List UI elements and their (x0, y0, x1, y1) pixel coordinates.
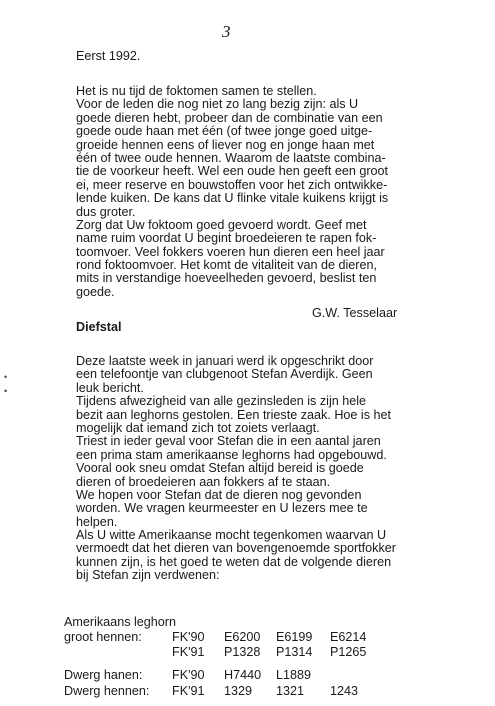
text-line: tie de voorkeur heeft. Wel een oude hen geeft een groot (76, 164, 389, 179)
intro-line: Eerst 1992. (76, 49, 141, 63)
ring-code: P1328 (224, 645, 261, 659)
ring-code: 1321 (276, 684, 305, 698)
text-line: Deze laatste week in januari werd ik opgeschrikt door (76, 354, 374, 368)
ring-code: H7440 (224, 668, 262, 682)
text-line: bezit aan leghorns gestolen. Een trieste zaak. Hoe is het (76, 407, 392, 422)
text-line: goede dieren hebt, probeer dan de combinatie van een (76, 110, 383, 125)
text-line: Zorg dat Uw foktoom goed gevoerd wordt. Geef met (76, 217, 367, 232)
text-line: worden. We vragen keurmeester en U lezers mee te (76, 501, 368, 516)
author-signature: G.W. Tesselaar (312, 306, 398, 320)
ring-code: E6214 (330, 630, 367, 644)
section-foktomen (76, 85, 476, 299)
row-year: FK'91 (172, 684, 205, 698)
text-line: een prima stam amerikaanse leghorns had opgebouwd. (76, 447, 387, 462)
text-line: bij Stefan zijn verdwenen: (76, 568, 220, 583)
row-label: Dwerg hennen: (64, 684, 150, 698)
text-line: Tijdens afwezigheid van alle gezinsleden is zijn hele (76, 394, 367, 409)
ring-code: P1265 (330, 645, 367, 659)
ring-code: L1889 (276, 668, 312, 682)
section-diefstal (76, 355, 476, 583)
text-line: leuk bericht. (76, 380, 144, 395)
row-year: FK'90 (172, 668, 205, 682)
text-line: één of twee oude hennen. Waarom de laatste combina- (76, 150, 386, 165)
text-line: lende kuiken. De kans dat U flinke vitale kuikens krijgt is (76, 191, 389, 206)
text-line: Het is nu tijd de foktomen samen te stellen. (76, 84, 317, 98)
table-title: Amerikaans leghorn (64, 615, 177, 629)
text-line: goede. (76, 284, 115, 299)
text-line: We hopen voor Stefan dat de dieren nog gevonden (76, 487, 362, 502)
margin-mark: • (4, 372, 8, 382)
text-line: dieren of broedeieren aan fokkers af te staan. (76, 474, 331, 489)
text-line: dus groter. (76, 204, 136, 219)
row-year: FK'90 (172, 630, 205, 644)
text-line: mits in verstandige hoeveelheden gevoerd, beslist ten (76, 271, 377, 286)
text-line: toomvoer. Veel fokkers voeren hun dieren een heel jaar (76, 244, 385, 259)
page-number: 3 (222, 22, 231, 41)
text-line: helpen. (76, 514, 118, 529)
text-line: Als U witte Amerikaanse mocht tegenkomen waarvan U (76, 528, 387, 543)
ring-code: P1314 (276, 645, 313, 659)
text-line: kunnen zijn, is het goed te weten dat de volgende dieren (76, 554, 392, 569)
text-line: name ruim voordat U begint broedeieren te rapen fok- (76, 231, 377, 246)
text-line: Triest in ieder geval voor Stefan die in een aantal jaren (76, 434, 381, 449)
text-line: Vooral ook sneu omdat Stefan altijd bereid is goede (76, 461, 364, 476)
ring-code: 1243 (330, 684, 359, 698)
ring-code: E6199 (276, 630, 313, 644)
text-line: goede oude haan met één (of twee jonge goed uitge- (76, 124, 373, 139)
text-line: vermoedt dat het dieren van bovengenoemde sportfokker (76, 541, 396, 556)
text-line: groeide hennen eens of liever nog en jonge haan met (76, 137, 375, 152)
text-line: Voor de leden die nog niet zo lang bezig zijn: als U (76, 97, 359, 112)
margin-mark: • (4, 386, 8, 396)
row-label: groot hennen: (64, 630, 142, 644)
row-year: FK'91 (172, 645, 205, 659)
text-line: mogelijk dat iemand zich tot zoiets verlaagt. (76, 420, 320, 435)
text-line: een telefoontje van clubgenoot Stefan Averdijk. Geen (76, 367, 373, 382)
section-heading: Diefstal (76, 320, 122, 334)
row-label: Dwerg hanen: (64, 668, 143, 682)
ring-code: E6200 (224, 630, 261, 644)
text-line: rond foktoomvoer. Het komt de vitaliteit van de dieren, (76, 258, 378, 273)
ring-code: 1329 (224, 684, 253, 698)
text-line: ei, meer reserve en bouwstoffen voor het zich ontwikke- (76, 177, 388, 192)
